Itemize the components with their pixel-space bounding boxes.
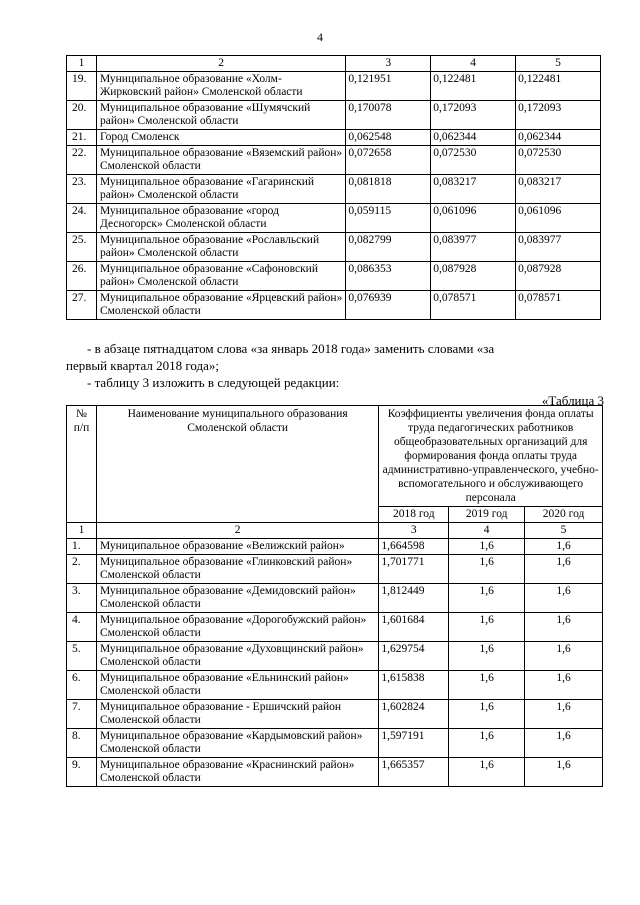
coefficient-value: 0,122481 (516, 72, 601, 101)
coefficient-2019: 1,6 (449, 642, 525, 671)
coefficient-2020: 1,6 (525, 700, 603, 729)
municipality-name: Муниципальное образование «Велижский район» (96, 539, 378, 555)
coefficient-value: 0,086353 (346, 262, 431, 291)
row-number: 3. (67, 584, 97, 613)
coefficient-2019: 1,6 (449, 613, 525, 642)
row-number: 26. (67, 262, 97, 291)
table-row (67, 758, 603, 787)
municipality-name: Муниципальное образование «Рославльский район» Смоленской области (96, 233, 345, 262)
row-number: 24. (67, 204, 97, 233)
table-row (67, 233, 601, 262)
row-number: 19. (67, 72, 97, 101)
row-number: 1. (67, 539, 97, 555)
table3-colnum-4: 4 (449, 523, 525, 539)
coefficient-value: 0,082799 (346, 233, 431, 262)
row-number: 27. (67, 291, 97, 320)
table3-colnum-3: 3 (379, 523, 449, 539)
municipality-name: Муниципальное образование «Гагаринский район» Смоленской области (96, 175, 345, 204)
municipality-name: Муниципальное образование - Ершичский район Смоленской области (96, 700, 378, 729)
coefficient-2020: 1,6 (525, 613, 603, 642)
paragraph-amendment-line2: первый квартал 2018 года»; (66, 358, 220, 373)
coefficient-2019: 1,6 (449, 584, 525, 613)
row-number: 4. (67, 613, 97, 642)
coefficient-2020: 1,6 (525, 539, 603, 555)
municipality-name: Муниципальное образование «Дорогобужский район» Смоленской области (96, 613, 378, 642)
coefficient-2020: 1,6 (525, 758, 603, 787)
row-number: 22. (67, 146, 97, 175)
row-number: 25. (67, 233, 97, 262)
table1-colnum-2: 2 (96, 56, 345, 72)
table3-head-name: Наименование муниципального образования Смоленской области (96, 406, 378, 523)
coefficient-value: 0,059115 (346, 204, 431, 233)
table3-colnum-2: 2 (96, 523, 378, 539)
municipality-name: Муниципальное образование «Шумячский район» Смоленской области (96, 101, 345, 130)
row-number: 21. (67, 130, 97, 146)
coefficient-2019: 1,6 (449, 671, 525, 700)
coefficient-value: 0,072530 (516, 146, 601, 175)
row-number: 5. (67, 642, 97, 671)
table3-caption: «Таблица 3 (541, 393, 604, 408)
coefficient-2019: 1,6 (449, 555, 525, 584)
table-row (67, 101, 601, 130)
coefficient-2019: 1,6 (449, 539, 525, 555)
coefficient-value: 0,087928 (516, 262, 601, 291)
row-number: 6. (67, 671, 97, 700)
page-number: 4 (317, 30, 323, 44)
table3-head-row (67, 406, 603, 507)
coefficient-value: 0,172093 (431, 101, 516, 130)
coefficient-2019: 1,6 (449, 700, 525, 729)
table-row (67, 539, 603, 555)
table1-colnum-1: 1 (67, 56, 97, 72)
coefficient-value: 0,062344 (431, 130, 516, 146)
table-row (67, 291, 601, 320)
coefficient-2018: 1,664598 (379, 539, 449, 555)
coefficient-value: 0,121951 (346, 72, 431, 101)
table3-year-2019: 2019 год (449, 507, 525, 523)
table-row (67, 204, 601, 233)
coefficient-value: 0,081818 (346, 175, 431, 204)
municipality-name: Город Смоленск (96, 130, 345, 146)
coefficient-value: 0,061096 (516, 204, 601, 233)
table3-head-coefficients: Коэффициенты увеличения фонда оплаты труда педагогических работников общеобразовательных организаций для формирования фонда оплаты труда административно-управленческого, учебно-вспомогательного и обслуживающего персонала (379, 406, 603, 507)
table3-head-number: № п/п (67, 406, 97, 523)
municipality-name: Муниципальное образование «Демидовский район» Смоленской области (96, 584, 378, 613)
coefficient-value: 0,122481 (431, 72, 516, 101)
coefficient-2020: 1,6 (525, 671, 603, 700)
coefficient-value: 0,083217 (431, 175, 516, 204)
table3-colnum-1: 1 (67, 523, 97, 539)
coefficient-value: 0,062548 (346, 130, 431, 146)
coefficient-value: 0,087928 (431, 262, 516, 291)
coefficient-value: 0,083977 (431, 233, 516, 262)
row-number: 8. (67, 729, 97, 758)
municipality-name: Муниципальное образование «Кардымовский район» Смоленской области (96, 729, 378, 758)
coefficient-2018: 1,597191 (379, 729, 449, 758)
paragraph-amendment-line1: - в абзаце пятнадцатом слова «за январь 2018 года» заменить словами «за (87, 341, 495, 356)
row-number: 7. (67, 700, 97, 729)
table-row (67, 584, 603, 613)
table-row (67, 262, 601, 291)
municipality-name: Муниципальное образование «Ярцевский район» Смоленской области (96, 291, 345, 320)
coefficient-2020: 1,6 (525, 555, 603, 584)
table-row (67, 555, 603, 584)
coefficient-value: 0,172093 (516, 101, 601, 130)
coefficient-2019: 1,6 (449, 758, 525, 787)
coefficient-value: 0,061096 (431, 204, 516, 233)
table1-body (67, 56, 601, 320)
coefficient-value: 0,170078 (346, 101, 431, 130)
coefficient-value: 0,083977 (516, 233, 601, 262)
coefficients-table-continued (66, 55, 601, 320)
table-row (67, 671, 603, 700)
municipality-name: Муниципальное образование «Духовщинский район» Смоленской области (96, 642, 378, 671)
row-number: 23. (67, 175, 97, 204)
municipality-name: Муниципальное образование «Краснинский район» Смоленской области (96, 758, 378, 787)
table-row (67, 72, 601, 101)
coefficient-value: 0,083217 (516, 175, 601, 204)
table3-year-2018: 2018 год (379, 507, 449, 523)
table-row (67, 700, 603, 729)
table1-header-row (67, 56, 601, 72)
table1-colnum-4: 4 (431, 56, 516, 72)
row-number: 20. (67, 101, 97, 130)
coefficient-value: 0,072658 (346, 146, 431, 175)
coefficient-2020: 1,6 (525, 642, 603, 671)
coefficient-2018: 1,601684 (379, 613, 449, 642)
municipality-name: Муниципальное образование «Ельнинский район» Смоленской области (96, 671, 378, 700)
coefficient-value: 0,062344 (516, 130, 601, 146)
coefficient-2019: 1,6 (449, 729, 525, 758)
municipality-name: Муниципальное образование «Сафоновский район» Смоленской области (96, 262, 345, 291)
municipality-name: Муниципальное образование «Холм-Жирковский район» Смоленской области (96, 72, 345, 101)
coefficient-value: 0,076939 (346, 291, 431, 320)
table3-year-2020: 2020 год (525, 507, 603, 523)
coefficient-2018: 1,615838 (379, 671, 449, 700)
municipality-name: Муниципальное образование «Вяземский район» Смоленской области (96, 146, 345, 175)
coefficient-2018: 1,602824 (379, 700, 449, 729)
row-number: 9. (67, 758, 97, 787)
coefficient-value: 0,078571 (516, 291, 601, 320)
table3-body (67, 406, 603, 787)
coefficient-value: 0,072530 (431, 146, 516, 175)
table-row (67, 642, 603, 671)
table1-colnum-3: 3 (346, 56, 431, 72)
table-row (67, 175, 601, 204)
table-row (67, 729, 603, 758)
row-number: 2. (67, 555, 97, 584)
table1-colnum-5: 5 (516, 56, 601, 72)
table-row (67, 613, 603, 642)
coefficient-2018: 1,701771 (379, 555, 449, 584)
municipality-name: Муниципальное образование «Глинковский район» Смоленской области (96, 555, 378, 584)
table3 (66, 405, 603, 787)
coefficient-2018: 1,665357 (379, 758, 449, 787)
coefficient-value: 0,078571 (431, 291, 516, 320)
coefficient-2018: 1,629754 (379, 642, 449, 671)
municipality-name: Муниципальное образование «город Десногорск» Смоленской области (96, 204, 345, 233)
table-row (67, 146, 601, 175)
table3-colnum-5: 5 (525, 523, 603, 539)
coefficient-2018: 1,812449 (379, 584, 449, 613)
paragraph-table3-intro: - таблицу 3 изложить в следующей редакции: (87, 375, 340, 390)
table3-colnum-row (67, 523, 603, 539)
table-row (67, 130, 601, 146)
coefficient-2020: 1,6 (525, 584, 603, 613)
coefficient-2020: 1,6 (525, 729, 603, 758)
